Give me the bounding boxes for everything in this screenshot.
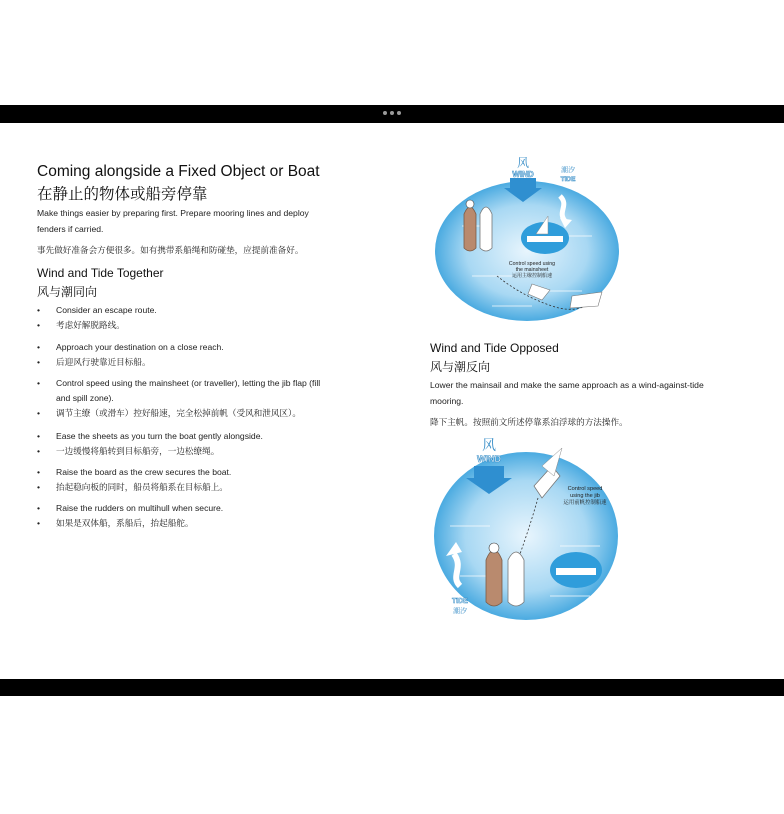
top-bar [0, 105, 784, 123]
list-item: • Raise the board as the crew secures the boat. [37, 467, 232, 477]
right-page [392, 123, 784, 679]
moored-boat-icon [486, 550, 502, 606]
opposed-body-zh: 降下主帆。按照前文所述停靠系泊浮球的方法操作。 [430, 417, 628, 427]
wind-label-zh: 风 [516, 156, 530, 170]
diagram1-label-2: the mainsheet [515, 267, 549, 273]
wind-label-en: WIND [477, 454, 501, 464]
opposed-body-en-line2: mooring. [430, 395, 464, 406]
diagram-2-svg [430, 436, 622, 622]
list-item: • 抬起稳向板的同时，船员将船系在目标船上。 [37, 482, 228, 492]
list-item: • Consider an escape route. [37, 305, 157, 315]
list-item: • 考虑好解脱路线。 [37, 320, 125, 330]
left-page [0, 123, 392, 679]
diagram2-label-2: using the jib [570, 493, 600, 499]
tide-arrow-icon [560, 196, 566, 222]
list-item: • 调节主缭（或滑车）控好船速，完全松掉前帆（受风和泄风区）。 [37, 408, 301, 418]
wind-label-en: WIND [512, 170, 534, 179]
white-boat-icon [508, 552, 524, 606]
list-item: • 如果是双体船，系船后，抬起船舵。 [37, 518, 194, 528]
diagram2-label-zh: 运用前帆控制船速 [563, 500, 607, 506]
diagram-wind-tide-opposed [430, 436, 622, 622]
step-1 [37, 303, 367, 333]
diagram2-label-1: Control speed [567, 486, 603, 492]
moored-boat-icon [464, 207, 476, 251]
list-item: • Raise the rudders on multihull when secure. [37, 503, 224, 513]
tide-arrow-icon [454, 554, 460, 586]
white-boat-icon [480, 207, 492, 251]
anchor-buoy-icon [489, 543, 499, 553]
list-item: • 一边缓慢将船转到目标船旁，一边松缭绳。 [37, 446, 220, 456]
intro-en [37, 206, 367, 237]
intro-en-line1: Make things easier by preparing first. Prepare mooring lines and deploy [37, 208, 309, 218]
intro-zh: 事先做好准备会方便很多。如有携带系船绳和防碰垫，应提前准备好。 [37, 245, 304, 255]
tide-label-zh: 潮汐 [453, 608, 467, 615]
wind-label-zh: 风 [482, 437, 496, 453]
opposed-body-en [430, 378, 770, 409]
anchor-buoy-icon [466, 200, 474, 208]
list-item: • Ease the sheets as you turn the boat gently alongside. [37, 431, 263, 441]
tide-label-en: TIDE [452, 598, 468, 605]
page-title-zh: 在静止的物体或船旁停靠 [37, 186, 208, 203]
list-item: • 后迎风行驶靠近目标船。 [37, 357, 151, 367]
diagram-1-svg [432, 156, 622, 326]
step-6 [37, 501, 367, 531]
step-2 [37, 340, 367, 370]
page-title-en: Coming alongside a Fixed Object or Boat [37, 163, 320, 180]
opposed-body-en-line1: Lower the mainsail and make the same approach as a wind-against-tide [430, 380, 704, 390]
step-3 [37, 376, 367, 421]
list-item: • Approach your destination on a close reach. [37, 342, 224, 352]
intro-en-line2: fenders if carried. [37, 223, 104, 234]
tide-label-zh: 潮汐 [561, 167, 575, 174]
step-4 [37, 429, 367, 459]
water-area [434, 452, 618, 620]
step-5 [37, 465, 367, 495]
more-dots-icon[interactable] [383, 111, 401, 115]
tide-label-en: TIDE [560, 176, 576, 183]
diagram1-label-1: Control speed using [508, 261, 556, 267]
section-opposed-zh: 风与潮反向 [430, 360, 491, 374]
bottom-bar [0, 679, 784, 696]
section-together-en: Wind and Tide Together [37, 266, 164, 280]
list-item: • Control speed using the mainsheet (or traveller), letting the jib flap (fill and spill zone). [37, 378, 321, 403]
section-together-zh: 风与潮同向 [37, 285, 98, 299]
diagram-wind-tide-together [432, 156, 622, 326]
diagram1-label-zh: 运用主缭控制船速 [511, 273, 553, 279]
section-opposed-en: Wind and Tide Opposed [430, 341, 559, 355]
